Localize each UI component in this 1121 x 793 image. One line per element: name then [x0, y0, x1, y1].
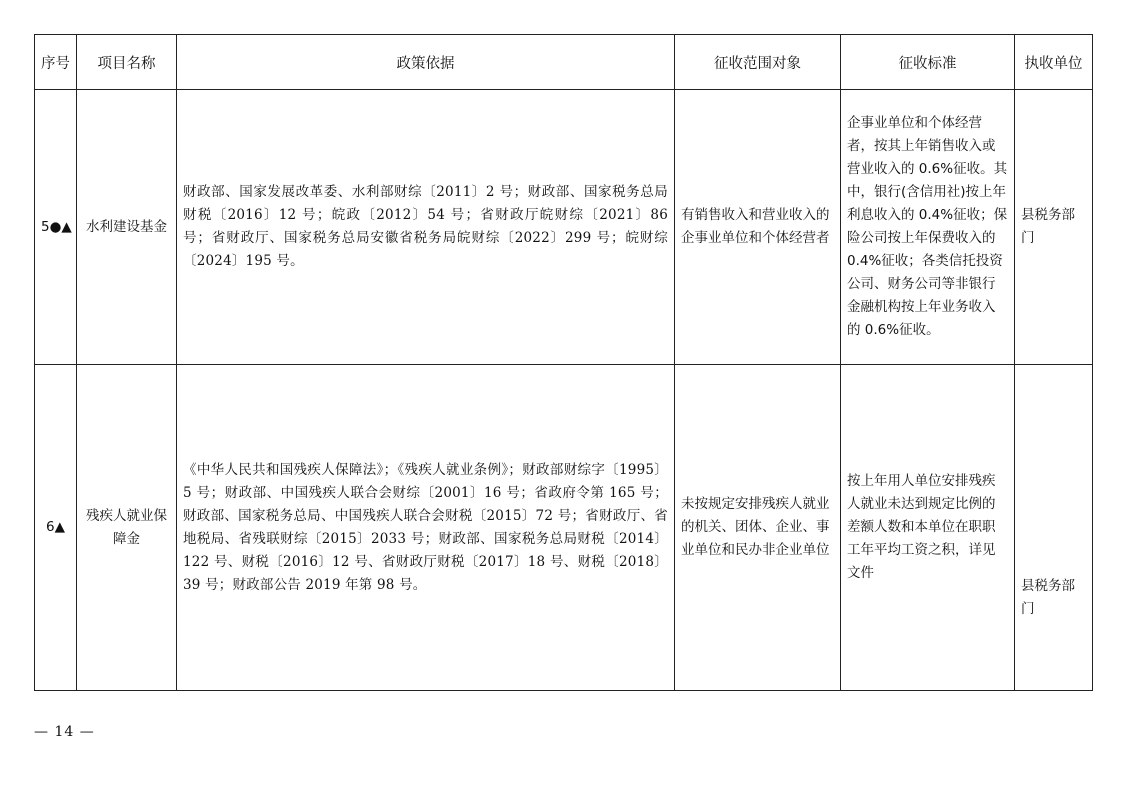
table-row — [35, 90, 1093, 365]
cell-serial-number: 6▲ — [35, 365, 77, 691]
table-header-row — [35, 35, 1093, 90]
cell-collection-scope: 未按规定安排残疾人就业的机关、团体、企业、事业单位和民办非企业单位 — [675, 365, 841, 691]
cell-serial-number: 5●▲ — [35, 90, 77, 365]
cell-collecting-unit: 县税务部门 — [1015, 90, 1093, 365]
cell-policy-basis: 财政部、国家发展改革委、水利部财综〔2011〕2 号；财政部、国家税务总局财税〔2016〕12 号；皖政〔2012〕54 号；省财政厅皖财综〔2021〕86 号；省财政厅、国家税务总局安徽省税务局皖财综〔2022〕299 号；皖财综〔2024〕195 号。 — [177, 90, 675, 365]
header-policy-basis: 政策依据 — [177, 35, 675, 90]
cell-project-name: 水利建设基金 — [77, 90, 177, 365]
cell-collecting-unit: 县税务部门 — [1015, 365, 1093, 691]
page-number: — 14 — — [34, 724, 95, 740]
header-collection-scope: 征收范围对象 — [675, 35, 841, 90]
header-collecting-unit: 执收单位 — [1015, 35, 1093, 90]
cell-project-name: 残疾人就业保障金 — [77, 365, 177, 691]
header-collection-standard: 征收标准 — [841, 35, 1015, 90]
cell-policy-basis: 《中华人民共和国残疾人保障法》；《残疾人就业条例》；财政部财综字〔1995〕5 号；财政部、中国残疾人联合会财综〔2001〕16 号；省政府令第 165 号；财政部、国家税务总局、中国残疾人联合会财税〔2015〕72 号；省财政厅、省地税局、省残联财综〔2015〕2033 号；财政部、国家税务总局财税〔2014〕122 号、财税〔2016〕12 号、省财政厅财税〔2017〕18 号、财税〔2018〕39 号；财政部公告 2019 年第 98 号。 — [177, 365, 675, 691]
header-project-name: 项目名称 — [77, 35, 177, 90]
cell-collection-standard: 企事业单位和个体经营者，按其上年销售收入或营业收入的 0.6%征收。其中，银行(含信用社)按上年利息收入的 0.4%征收；保险公司按上年保费收入的 0.4%征收；各类信托投资公司、财务公司等非银行金融机构按上年业务收入的 0.6%征收。 — [841, 90, 1015, 365]
cell-collection-scope: 有销售收入和营业收入的企事业单位和个体经营者 — [675, 90, 841, 365]
cell-collection-standard: 按上年用人单位安排残疾人就业未达到规定比例的差额人数和本单位在职职工年平均工资之积，详见文件 — [841, 365, 1015, 691]
fee-table — [34, 34, 1093, 691]
table-row — [35, 365, 1093, 691]
header-serial-number: 序号 — [35, 35, 77, 90]
